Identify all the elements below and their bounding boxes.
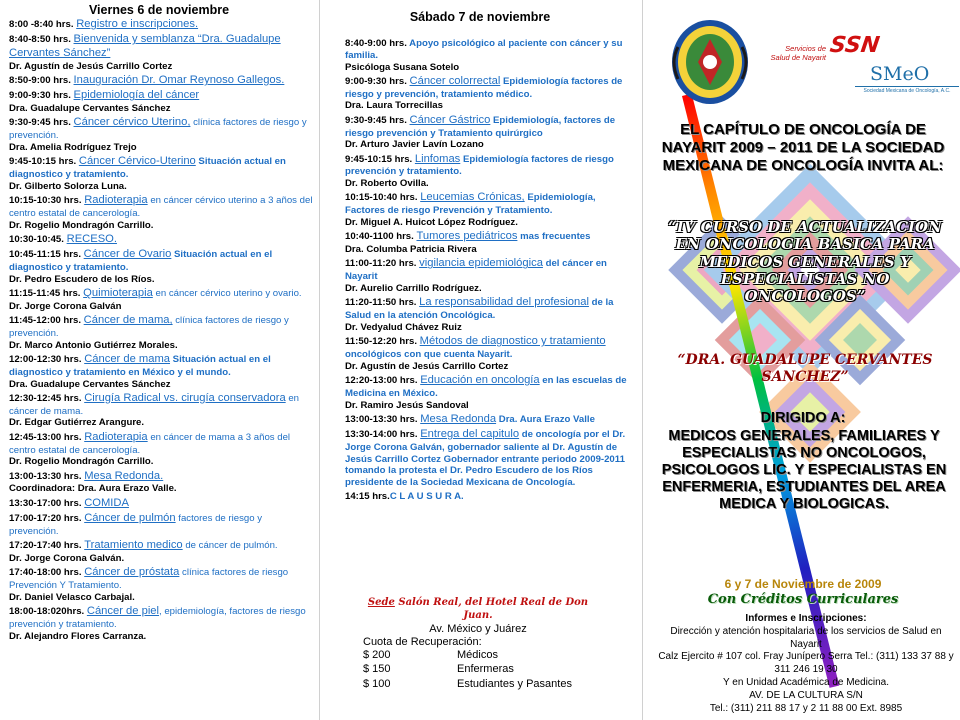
fee-row (363, 648, 593, 662)
entry-topic-link[interactable]: Cáncer cérvico Uterino, (73, 116, 191, 129)
entry-description: C L A U S U R A. (389, 490, 464, 502)
info-lines (658, 626, 954, 716)
entry-speaker: Dra. Laura Torrecillas (345, 100, 443, 112)
entry-topic-link[interactable]: Bienvenida y semblanza “Dra. Guadalupe Cervantes Sánchez” (9, 33, 281, 60)
schedule-entry (320, 257, 640, 294)
entry-description: Epidemiología factores de riesgo prevención y tratamiento. (345, 153, 614, 178)
entry-speaker: Dr. Aurelio Carrillo Rodríguez. (345, 282, 482, 294)
entry-time: 10:30-10:45. (9, 234, 64, 245)
entry-topic-link[interactable]: Radioterapia (84, 430, 148, 443)
entry-time: 10:45-11:15 hrs. (9, 249, 81, 261)
fee-row (363, 677, 593, 691)
entry-speaker: Dra. Guadalupe Cervantes Sánchez (9, 103, 171, 115)
info-line: AV. DE LA CULTURA S/N (749, 689, 863, 701)
entry-topic-link[interactable]: La responsabilidad del profesional (419, 296, 589, 309)
entry-time: 14:15 hrs. (345, 490, 390, 502)
info-line: Y en Unidad Académica de Medicina. (722, 676, 890, 688)
entry-speaker: Dr. Edgar Gutiérrez Arangure. (9, 417, 145, 429)
schedule-entry (320, 75, 640, 112)
entry-topic-link[interactable]: Quimioterapia (83, 287, 153, 300)
entry-time: 10:15-10:30 hrs. (9, 195, 82, 207)
schedule-entry (0, 33, 318, 72)
fee-row (363, 662, 593, 676)
entry-speaker: Dra. Guadalupe Cervantes Sánchez (9, 378, 171, 390)
entry-time: 12:20-13:00 hrs. (345, 374, 418, 386)
schedule-entry (0, 605, 318, 642)
entry-time: 9:00-9:30 hrs. (345, 75, 407, 87)
entry-topic-link[interactable]: Métodos de diagnostico y tratamiento (419, 335, 606, 348)
schedule-entry (320, 335, 640, 372)
schedule-entry (0, 287, 318, 313)
entry-topic-link[interactable]: Inauguración Dr. Omar Reynoso Gallegos. (73, 74, 285, 87)
entry-time: 13:00-13:30 hrs. (345, 413, 418, 425)
schedule-entry (0, 314, 318, 351)
fee-audience: Enfermeras (457, 663, 514, 676)
fee-amount: $ 200 (363, 649, 391, 661)
friday-heading: Viernes 6 de noviembre (88, 3, 230, 17)
smeo-subtitle: Sociedad Mexicana de Oncología, A.C. (855, 86, 959, 94)
schedule-entry (320, 153, 640, 190)
schedule-entry (0, 566, 318, 603)
venue-name: Salón Real, del Hotel Real de Don Juan. (394, 597, 589, 621)
entry-topic-link[interactable]: Cirugía Radical vs. cirugía conservadora (84, 391, 286, 404)
entry-description: factores de riesgo y prevención. (9, 512, 263, 537)
entry-topic-link[interactable]: Entrega del capitulo (420, 428, 520, 441)
entry-time: 11:50-12:20 hrs. (345, 336, 417, 348)
entry-time: 12:45-13:00 hrs. (9, 431, 82, 443)
entry-speaker: Psicóloga Susana Sotelo (345, 61, 460, 73)
venue-address: Av. México y Juárez (429, 623, 527, 635)
schedule-entry (320, 296, 640, 333)
entry-time: 9:30-9:45 hrs. (9, 117, 71, 129)
entry-speaker: Dr. Agustín de Jesús Carrillo Cortez (345, 360, 509, 372)
entry-time: 18:00-18:020hrs. (9, 605, 85, 617)
entry-description: Apoyo psicológico al paciente con cáncer y su familia. (345, 38, 623, 61)
entry-time: 17:20-17:40 hrs. (9, 540, 82, 552)
schedule-entry (320, 38, 640, 73)
entry-speaker: Dr. Pedro Escudero de los Ríos. (9, 273, 155, 285)
entry-description: clínica factores de riesgo Prevención Y Tratamiento. (9, 567, 289, 591)
entry-speaker: Dr. Agustín de Jesús Carrillo Cortez (9, 60, 173, 72)
invitation-headline: EL CAPÍTULO DE ONCOLOGÍA DE NAYARIT 2009 – 2011 DE LA SOCIEDAD MEXICANA DE ONCOLOGÍA INVITA AL: (661, 121, 945, 174)
aimed-label: DIRIGIDO A: (760, 410, 846, 426)
entry-topic-link[interactable]: vigilancia epidemiológica (419, 257, 543, 270)
entry-description: Situación actual en el diagnostico y tratamiento. (9, 249, 273, 274)
schedule-entry (0, 512, 318, 538)
info-block (658, 613, 954, 715)
entry-topic-link[interactable]: Cáncer de próstata (84, 566, 180, 579)
entry-speaker: Dr. Daniel Velasco Carbajal. (9, 591, 135, 603)
entry-topic-link[interactable]: Cáncer Gástrico (409, 113, 491, 126)
entry-topic-link[interactable]: Mesa Redonda. (84, 469, 164, 482)
entry-time: 9:45-10:15 hrs. (345, 153, 413, 165)
entry-description: Epidemiología factores de riesgo y prevención, tratamiento médico. (345, 75, 623, 100)
schedule-entry (0, 89, 318, 115)
schedule-entry (0, 431, 318, 468)
schedule-entry (0, 18, 318, 32)
entry-topic-link[interactable]: Registro e inscripciones. (76, 18, 199, 30)
entry-time: 17:40-18:00 hrs. (9, 567, 82, 579)
saturday-schedule (320, 38, 640, 502)
entry-time: 11:45-12:00 hrs. (9, 315, 81, 327)
entry-topic-link[interactable]: Tratamiento medico (84, 539, 183, 552)
info-line: Dirección y atención hospitalaria de los servicios de Salud en Nayarit (670, 625, 942, 650)
entry-topic-link[interactable]: COMIDA (84, 496, 129, 509)
entry-time: 8:00 -8:40 hrs. (9, 19, 74, 30)
entry-time: 13:30-14:00 hrs. (345, 429, 418, 441)
audience-text: MEDICOS GENERALES, FAMILIARES Y ESPECIALISTAS NO ONCOLOGOS, PSICOLOGOS LIC. Y ESPECIALISTAS EN ENFERMERIA, ESTUDIANTES DEL AREA MEDICA Y BIOLOGICAS. (661, 428, 947, 512)
venue-block (363, 597, 593, 691)
entry-description: Situación actual en diagnostico y tratamiento. (9, 156, 286, 181)
entry-speaker: Dr. Gilberto Solorza Luna. (9, 180, 127, 192)
entry-description: Situación actual en el diagnostico y tratamiento en México y el mundo. (9, 354, 271, 378)
credits-label: Con Créditos Curriculares (707, 592, 899, 607)
entry-speaker: Dr. Miguel A. Huicot López Rodríguez. (345, 217, 518, 229)
entry-speaker: Dr. Vedyalud Chávez Ruiz (345, 321, 462, 333)
schedule-entry (0, 248, 318, 285)
entry-speaker: Coordinadora: Dra. Aura Erazo Valle. (9, 483, 177, 495)
schedule-entry (0, 116, 318, 153)
entry-time: 10:15-10:40 hrs. (345, 192, 418, 204)
entry-topic-link[interactable]: Cáncer de Ovario (83, 248, 172, 261)
schedule-entry (320, 230, 640, 256)
entry-description: Epidemiología, Factores de riesgo Prevención y Tratamiento. (345, 192, 596, 217)
servicios-salud-caption (770, 45, 826, 62)
ssn-logo: SSN (828, 33, 882, 58)
fee-audience: Estudiantes y Pasantes (457, 677, 572, 690)
entry-description: del cáncer en Nayarit (345, 258, 607, 283)
entry-topic-link[interactable]: Cáncer colorrectal (409, 74, 501, 87)
entry-time: 8:40-9:00 hrs. (345, 38, 407, 49)
fee-amount: $ 100 (363, 677, 391, 690)
fee-title: Cuota de Recuperación: (363, 636, 482, 648)
schedule-entry (0, 539, 318, 565)
info-line: Calz Ejercito # 107 col. Fray Junípero Serra Tel.: (311) 133 37 88 y 311 246 19 30 (658, 651, 954, 676)
entry-speaker: Dra. Amelia Rodríguez Trejo (9, 141, 137, 153)
entry-description: , epidemiología, factores de riesgo prevención y tratamiento. (9, 605, 306, 630)
entry-description: clínica factores de riesgo y prevención. (9, 117, 307, 142)
entry-topic-link[interactable]: Cáncer de piel (86, 604, 160, 617)
saturday-heading: Sábado 7 de noviembre (409, 10, 551, 24)
entry-description: en las escuelas de Medicina en México. (345, 374, 627, 399)
entry-topic-link[interactable]: Epidemiología del cáncer (73, 89, 200, 102)
schedule-entry (0, 233, 318, 247)
entry-description: en cáncer de mama. (9, 392, 300, 417)
entry-speaker: Dr. Rogelio Mondragón Carrillo. (9, 456, 154, 468)
event-dates: 6 y 7 de Noviembre de 2009 (724, 577, 882, 591)
entry-time: 9:45-10:15 hrs. (9, 156, 77, 168)
fee-list (363, 648, 593, 691)
entry-description: clínica factores de riesgo y prevención. (9, 315, 289, 339)
entry-speaker: Dr. Marco Antonio Gutiérrez Morales. (9, 339, 178, 351)
entry-time: 10:40-1100 hrs. (345, 231, 414, 243)
entry-time: 12:30-12:45 hrs. (9, 392, 82, 404)
entry-time: 9:00-9:30 hrs. (9, 90, 71, 102)
entry-description: en cáncer cérvico uterino a 3 años del centro estatal de cancerología. (9, 195, 313, 219)
entry-speaker: Dr. Arturo Javier Lavín Lozano (345, 139, 484, 151)
nayarit-crest-icon (668, 17, 752, 107)
fee-audience: Médicos (457, 649, 498, 661)
servicios-line-2: Salud de Nayarit (770, 52, 826, 62)
entry-topic-link[interactable]: Cáncer de mama (84, 353, 171, 366)
entry-description: oncológicos con que cuenta Nayarit. (345, 348, 513, 360)
entry-description: de la Salud en la atención Oncológica. (345, 297, 614, 322)
schedule-entry (320, 428, 640, 489)
schedule-entry (0, 74, 318, 88)
schedule-entry (320, 114, 640, 151)
entry-topic-link[interactable]: Radioterapia (84, 194, 148, 207)
venue-title (363, 597, 593, 622)
entry-description: de oncología por el Dr. Jorge Corona Galván, gobernador saliente al Dr. Agustín de Jesús Carrillo Cortez Gobernador entrante periodo 2009-2011 tomando la protesta el Dr. Pedro Escudero de los Ríos presidente de la Sociedad Mexicana de Oncología. (345, 429, 626, 489)
entry-time: 8:50-9:00 hrs. (9, 75, 71, 87)
servicios-line-1: Servicios de (785, 44, 826, 53)
entry-topic-link[interactable]: Cáncer de pulmón (84, 511, 176, 524)
entry-time: 11:15-11:45 hrs. (9, 288, 81, 300)
schedule-entry (320, 191, 640, 228)
entry-topic-link[interactable]: Cáncer de mama, (83, 314, 173, 327)
entry-topic-link[interactable]: Cáncer Cérvico-Uterino (78, 155, 196, 168)
entry-speaker: Dr. Alejandro Flores Carranza. (9, 630, 147, 642)
schedule-entry (0, 353, 318, 390)
entry-time: 8:40-8:50 hrs. (9, 34, 71, 46)
entry-time: 11:00-11:20 hrs. (345, 258, 417, 270)
entry-time: 13:00-13:30 hrs. (9, 470, 82, 482)
entry-description: en cáncer cérvico uterino y ovario. (152, 288, 302, 300)
entry-time: 12:00-12:30 hrs. (9, 354, 82, 366)
entry-time: 17:00-17:20 hrs. (9, 512, 82, 524)
entry-time: 13:30-17:00 hrs. (9, 497, 82, 509)
entry-topic-link[interactable]: Linfomas (414, 152, 461, 165)
schedule-entry (0, 470, 318, 496)
entry-description: Epidemiología, factores de riesgo prevención y Tratamiento quirúrgico (345, 114, 616, 139)
entry-speaker: Dr. Jorge Corona Galván (9, 300, 122, 312)
honoree-name: “DRA. GUADALUPE CERVANTES SANCHEZ” (677, 352, 933, 385)
friday-schedule (0, 18, 318, 642)
info-line: Tel.: (311) 211 88 17 y 2 11 88 00 Ext. 8985 (709, 702, 903, 714)
entry-topic-link[interactable]: Educación en oncología (420, 373, 540, 386)
schedule-entry (0, 392, 318, 429)
entry-topic-link[interactable]: Mesa Redonda (420, 412, 497, 425)
schedule-entry (320, 413, 640, 427)
entry-description: en cáncer de mama a 3 años del centro estatal de cancerología. (9, 431, 291, 456)
smeo-logo: SMeO (870, 63, 930, 85)
entry-time: 11:20-11:50 hrs. (345, 297, 417, 309)
schedule-entry (0, 155, 318, 192)
friday-column (0, 0, 318, 720)
entry-description: de cáncer de pulmón. (182, 540, 278, 552)
entry-speaker: Dr. Jorge Corona Galván. (9, 552, 125, 564)
entry-topic-link[interactable]: RECESO. (66, 233, 117, 245)
fee-amount: $ 150 (363, 663, 391, 676)
entry-description: Dra. Aura Erazo Valle (496, 413, 595, 425)
schedule-entry (0, 194, 318, 231)
entry-topic-link[interactable]: Tumores pediátricos (416, 230, 518, 243)
course-title: “IV CURSO DE ACTUALIZACION EN ONCOLOGIA BASICA PARA MEDICOS GENERALES Y ESPECIALISTAS NO ONCOLOGOS” (668, 218, 942, 305)
entry-speaker: Dra. Columba Patricia Rivera (345, 244, 477, 256)
schedule-entry (320, 374, 640, 411)
venue-label: Sede (367, 597, 395, 608)
entry-description: mas frecuentes (517, 231, 591, 243)
entry-speaker: Dr. Roberto Ovilla. (345, 178, 429, 190)
info-title: Informes e Inscripciones: (745, 613, 867, 624)
schedule-entry (0, 497, 318, 511)
entry-time: 9:30-9:45 hrs. (345, 114, 407, 126)
entry-topic-link[interactable]: Leucemias Crónicas, (420, 191, 525, 204)
entry-speaker: Dr. Rogelio Mondragón Carrillo. (9, 219, 154, 231)
entry-speaker: Dr. Ramiro Jesús Sandoval (345, 399, 469, 411)
schedule-entry (320, 491, 640, 503)
